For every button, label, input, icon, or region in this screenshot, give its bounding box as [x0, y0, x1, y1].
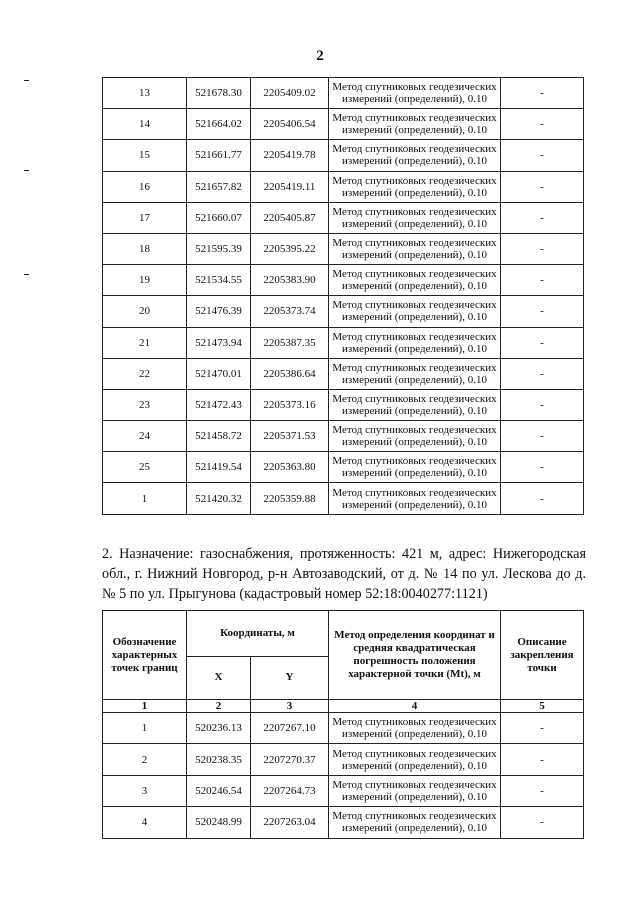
- point-number-cell: 2: [103, 744, 187, 775]
- point-number-cell: 16: [103, 171, 187, 202]
- method-cell: Метод спутниковых геодезических измерений (определений), 0.10: [329, 744, 501, 775]
- method-cell: Метод спутниковых геодезических измерений (определений), 0.10: [329, 358, 501, 389]
- header-description: Описание закрепления точки: [501, 611, 584, 700]
- point-number-cell: 21: [103, 327, 187, 358]
- method-cell: Метод спутниковых геодезических измерений (определений), 0.10: [329, 421, 501, 452]
- description-cell: -: [501, 807, 584, 838]
- x-coordinate-cell: 520246.54: [187, 775, 251, 806]
- method-cell: Метод спутниковых геодезических измерений (определений), 0.10: [329, 452, 501, 483]
- method-cell: Метод спутниковых геодезических измерений (определений), 0.10: [329, 483, 501, 514]
- point-number-cell: 4: [103, 807, 187, 838]
- column-number: 3: [251, 700, 329, 713]
- x-coordinate-cell: 521472.43: [187, 389, 251, 420]
- y-coordinate-cell: 2205371.53: [251, 421, 329, 452]
- description-cell: -: [501, 421, 584, 452]
- column-number: 5: [501, 700, 584, 713]
- description-cell: -: [501, 171, 584, 202]
- header-coordinates: Координаты, м: [187, 611, 329, 657]
- x-coordinate-cell: 520248.99: [187, 807, 251, 838]
- description-cell: -: [501, 744, 584, 775]
- point-number-cell: 22: [103, 358, 187, 389]
- x-coordinate-cell: 521473.94: [187, 327, 251, 358]
- point-number-cell: 18: [103, 233, 187, 264]
- header-x: X: [187, 656, 251, 700]
- y-coordinate-cell: 2205386.64: [251, 358, 329, 389]
- point-number-cell: 23: [103, 389, 187, 420]
- point-number-cell: 3: [103, 775, 187, 806]
- table-row: [103, 233, 584, 264]
- table-row: [103, 483, 584, 514]
- method-cell: Метод спутниковых геодезических измерений (определений), 0.10: [329, 265, 501, 296]
- y-coordinate-cell: 2207267.10: [251, 713, 329, 744]
- description-cell: -: [501, 296, 584, 327]
- x-coordinate-cell: 521660.07: [187, 202, 251, 233]
- table-row: [103, 171, 584, 202]
- table-row: [103, 452, 584, 483]
- table-row: [103, 202, 584, 233]
- y-coordinate-cell: 2205409.02: [251, 78, 329, 109]
- description-cell: -: [501, 327, 584, 358]
- description-cell: -: [501, 78, 584, 109]
- description-cell: -: [501, 452, 584, 483]
- table-row: [103, 744, 584, 775]
- header-point-label: Обозначение характерных точек границ: [103, 611, 187, 700]
- table-row: [103, 807, 584, 838]
- description-cell: -: [501, 202, 584, 233]
- x-coordinate-cell: 521476.39: [187, 296, 251, 327]
- point-number-cell: 14: [103, 109, 187, 140]
- column-number: 4: [329, 700, 501, 713]
- column-number: 1: [103, 700, 187, 713]
- method-cell: Метод спутниковых геодезических измерений (определений), 0.10: [329, 713, 501, 744]
- method-cell: Метод спутниковых геодезических измерений (определений), 0.10: [329, 775, 501, 806]
- y-coordinate-cell: 2205419.78: [251, 140, 329, 171]
- y-coordinate-cell: 2205383.90: [251, 265, 329, 296]
- point-number-cell: 25: [103, 452, 187, 483]
- header-y: Y: [251, 656, 329, 700]
- x-coordinate-cell: 521678.30: [187, 78, 251, 109]
- x-coordinate-cell: 521661.77: [187, 140, 251, 171]
- y-coordinate-cell: 2205395.22: [251, 233, 329, 264]
- description-cell: -: [501, 140, 584, 171]
- method-cell: Метод спутниковых геодезических измерений (определений), 0.10: [329, 109, 501, 140]
- y-coordinate-cell: 2207263.04: [251, 807, 329, 838]
- x-coordinate-cell: 521664.02: [187, 109, 251, 140]
- description-cell: -: [501, 233, 584, 264]
- method-cell: Метод спутниковых геодезических измерений (определений), 0.10: [329, 140, 501, 171]
- y-coordinate-cell: 2205359.88: [251, 483, 329, 514]
- y-coordinate-cell: 2205419.11: [251, 171, 329, 202]
- table-row: [103, 109, 584, 140]
- table-row: [103, 421, 584, 452]
- x-coordinate-cell: 521470.01: [187, 358, 251, 389]
- header-method: Метод определения координат и средняя квадратическая погрешность положения характерной точки (Mt), м: [329, 611, 501, 700]
- table-row: [103, 265, 584, 296]
- method-cell: Метод спутниковых геодезических измерений (определений), 0.10: [329, 202, 501, 233]
- y-coordinate-cell: 2205363.80: [251, 452, 329, 483]
- margin-mark: [24, 80, 29, 81]
- section-2-description: 2. Назначение: газоснабжения, протяженность: 421 м, адрес: Нижегородская обл., г. Нижний Новгород, р-н Автозаводский, от д. № 14 по ул. Лескова до д. № 5 по ул. Прыгунова (кадастровый номер 52:18:0040277:1121): [102, 546, 586, 602]
- y-coordinate-cell: 2205387.35: [251, 327, 329, 358]
- table-row: [103, 140, 584, 171]
- point-number-cell: 15: [103, 140, 187, 171]
- point-number-cell: 20: [103, 296, 187, 327]
- point-number-cell: 1: [103, 713, 187, 744]
- point-number-cell: 1: [103, 483, 187, 514]
- method-cell: Метод спутниковых геодезических измерений (определений), 0.10: [329, 807, 501, 838]
- y-coordinate-cell: 2205406.54: [251, 109, 329, 140]
- point-number-cell: 17: [103, 202, 187, 233]
- x-coordinate-cell: 521657.82: [187, 171, 251, 202]
- x-coordinate-cell: 521420.32: [187, 483, 251, 514]
- method-cell: Метод спутниковых геодезических измерений (определений), 0.10: [329, 296, 501, 327]
- method-cell: Метод спутниковых геодезических измерений (определений), 0.10: [329, 327, 501, 358]
- x-coordinate-cell: 521419.54: [187, 452, 251, 483]
- x-coordinate-cell: 521595.39: [187, 233, 251, 264]
- point-number-cell: 24: [103, 421, 187, 452]
- table-row: [103, 389, 584, 420]
- description-cell: -: [501, 713, 584, 744]
- y-coordinate-cell: 2207270.37: [251, 744, 329, 775]
- column-number: 2: [187, 700, 251, 713]
- description-cell: -: [501, 358, 584, 389]
- y-coordinate-cell: 2205405.87: [251, 202, 329, 233]
- point-number-cell: 19: [103, 265, 187, 296]
- y-coordinate-cell: 2207264.73: [251, 775, 329, 806]
- x-coordinate-cell: 520238.35: [187, 744, 251, 775]
- description-cell: -: [501, 483, 584, 514]
- x-coordinate-cell: 520236.13: [187, 713, 251, 744]
- coordinates-table-section-2: [102, 610, 584, 839]
- table-row: [103, 358, 584, 389]
- x-coordinate-cell: 521534.55: [187, 265, 251, 296]
- table-row: [103, 296, 584, 327]
- description-cell: -: [501, 265, 584, 296]
- method-cell: Метод спутниковых геодезических измерений (определений), 0.10: [329, 78, 501, 109]
- point-number-cell: 13: [103, 78, 187, 109]
- margin-mark: [24, 274, 29, 275]
- method-cell: Метод спутниковых геодезических измерений (определений), 0.10: [329, 233, 501, 264]
- coordinates-table-continued: [102, 77, 584, 515]
- table-row: [103, 78, 584, 109]
- page-number: 2: [316, 48, 324, 64]
- y-coordinate-cell: 2205373.74: [251, 296, 329, 327]
- table-row: [103, 327, 584, 358]
- x-coordinate-cell: 521458.72: [187, 421, 251, 452]
- table-row: [103, 775, 584, 806]
- description-cell: -: [501, 109, 584, 140]
- description-cell: -: [501, 389, 584, 420]
- method-cell: Метод спутниковых геодезических измерений (определений), 0.10: [329, 389, 501, 420]
- margin-mark: [24, 170, 29, 171]
- description-cell: -: [501, 775, 584, 806]
- table-row: [103, 713, 584, 744]
- method-cell: Метод спутниковых геодезических измерений (определений), 0.10: [329, 171, 501, 202]
- y-coordinate-cell: 2205373.16: [251, 389, 329, 420]
